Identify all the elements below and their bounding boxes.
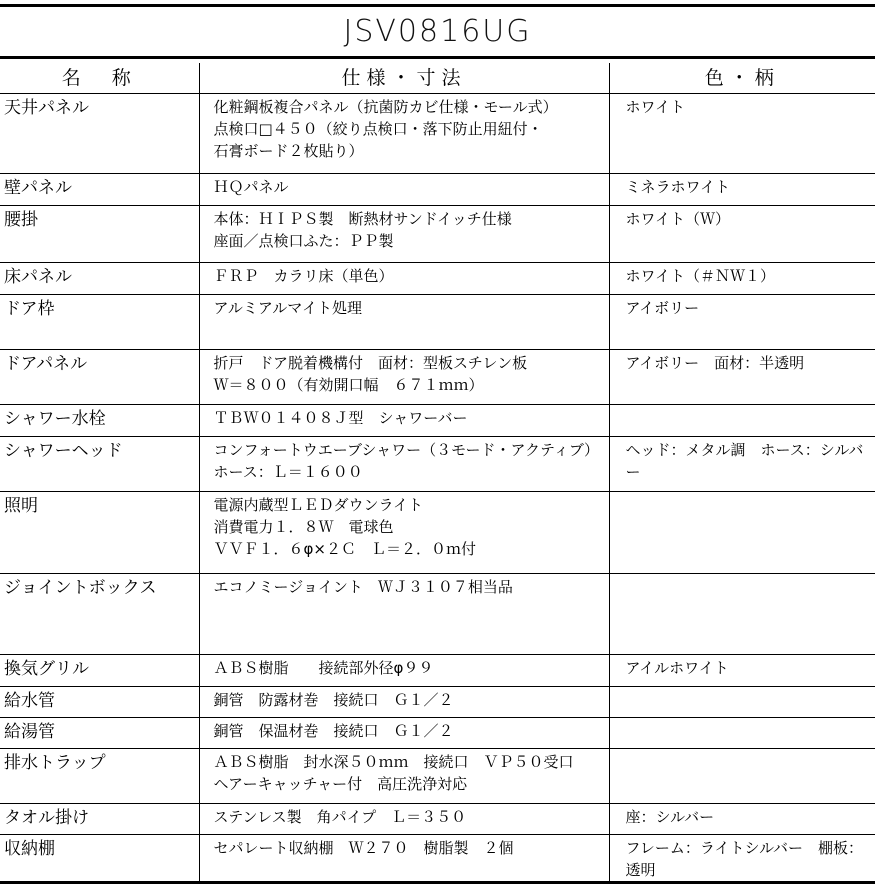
table-row bbox=[0, 206, 875, 263]
item-name: 壁パネル bbox=[0, 174, 199, 206]
spec-line: 点検口□４５０（絞り点検口・落下防止用紐付・ bbox=[213, 120, 543, 138]
item-color bbox=[609, 749, 875, 804]
spec-line: エコノミージョイント ＷＪ３１０７相当品 bbox=[213, 578, 513, 596]
spec-line: ＡＢＳ樹脂 接続部外径φ９９ bbox=[213, 659, 434, 677]
item-spec bbox=[199, 718, 609, 749]
spec-line: 銅管 保温材巻 接続口 Ｇ１／２ bbox=[213, 722, 454, 740]
spec-line: ステンレス製 角パイプ Ｌ＝３５０ bbox=[213, 808, 467, 826]
spec-line: 折戸 ドア脱着機構付 面材：型板スチレン板 bbox=[213, 354, 528, 372]
spec-line: Ｗ＝８００（有効開口幅 ６７１ｍｍ） bbox=[213, 376, 484, 394]
item-color: フレーム：ライトシルバー 棚板：透明 bbox=[609, 835, 875, 883]
header-name: 名 称 bbox=[0, 63, 199, 94]
item-spec bbox=[199, 350, 609, 405]
item-color bbox=[609, 718, 875, 749]
document-title: JSV0816UG bbox=[0, 4, 875, 59]
item-spec bbox=[199, 295, 609, 350]
table-row bbox=[0, 492, 875, 574]
table-row bbox=[0, 574, 875, 655]
spec-line: ＨＱパネル bbox=[213, 178, 289, 196]
spec-line: アルミアルマイト処理 bbox=[213, 299, 363, 317]
item-name: ドアパネル bbox=[0, 350, 199, 405]
item-spec bbox=[199, 174, 609, 206]
spec-line: ＴＢＷ０１４０８Ｊ型 シャワーバー bbox=[213, 409, 468, 427]
spec-line: 電源内蔵型ＬＥＤダウンライト bbox=[213, 496, 424, 514]
table-row bbox=[0, 835, 875, 883]
item-spec bbox=[199, 263, 609, 295]
table-row bbox=[0, 749, 875, 804]
item-spec bbox=[199, 655, 609, 687]
item-color: アイルホワイト bbox=[609, 655, 875, 687]
item-color: ホワイト bbox=[609, 94, 875, 174]
item-name: 天井パネル bbox=[0, 94, 199, 174]
header-spec: 仕様・寸法 bbox=[199, 63, 609, 94]
item-name: 給水管 bbox=[0, 687, 199, 718]
item-color: アイボリー bbox=[609, 295, 875, 350]
table-row bbox=[0, 174, 875, 206]
spec-line: コンフォートウエーブシャワー（３モード・アクティブ） bbox=[213, 441, 600, 459]
item-color: ヘッド：メタル調 ホース：シルバー bbox=[609, 437, 875, 492]
spec-line: ヘアーキャッチャー付 高圧洗浄対応 bbox=[213, 775, 468, 793]
table-row bbox=[0, 295, 875, 350]
spec-line: ＡＢＳ樹脂 封水深５０ｍｍ 接続口 ＶＰ５０受口 bbox=[213, 753, 574, 771]
spec-line: 座面／点検口ふた：ＰＰ製 bbox=[213, 232, 394, 250]
item-name: 給湯管 bbox=[0, 718, 199, 749]
item-color: ミネラホワイト bbox=[609, 174, 875, 206]
spec-line: 化粧鋼板複合パネル（抗菌防カビ仕様・モール式） bbox=[213, 98, 558, 116]
item-spec bbox=[199, 804, 609, 835]
item-name: ジョイントボックス bbox=[0, 574, 199, 655]
spec-line: 消費電力１．８Ｗ 電球色 bbox=[213, 518, 394, 536]
table-row bbox=[0, 263, 875, 295]
item-name: 照明 bbox=[0, 492, 199, 574]
spec-line: ホース：Ｌ＝１６００ bbox=[213, 463, 363, 481]
item-spec bbox=[199, 749, 609, 804]
table-body bbox=[0, 94, 875, 883]
item-color: ホワイト（Ｗ） bbox=[609, 206, 875, 263]
item-name: シャワー水栓 bbox=[0, 405, 199, 437]
item-name: 換気グリル bbox=[0, 655, 199, 687]
table-row bbox=[0, 405, 875, 437]
item-spec bbox=[199, 492, 609, 574]
table-row bbox=[0, 655, 875, 687]
item-name: 収納棚 bbox=[0, 835, 199, 883]
table-row bbox=[0, 350, 875, 405]
spec-line: ＶＶＦ１．６φ×２Ｃ Ｌ＝２．０ｍ付 bbox=[213, 540, 476, 558]
table-row bbox=[0, 437, 875, 492]
item-name: タオル掛け bbox=[0, 804, 199, 835]
item-name: 排水トラップ bbox=[0, 749, 199, 804]
spec-line: 銅管 防露材巻 接続口 Ｇ１／２ bbox=[213, 691, 454, 709]
item-name: ドア枠 bbox=[0, 295, 199, 350]
table-row bbox=[0, 804, 875, 835]
spec-table bbox=[0, 63, 875, 884]
item-name: 床パネル bbox=[0, 263, 199, 295]
item-name: 腰掛 bbox=[0, 206, 199, 263]
spec-line: 本体：ＨＩＰＳ製 断熱材サンドイッチ仕様 bbox=[213, 210, 512, 228]
table-row bbox=[0, 718, 875, 749]
item-color bbox=[609, 574, 875, 655]
spec-line: ＦＲＰ カラリ床（単色） bbox=[213, 267, 394, 285]
item-color bbox=[609, 405, 875, 437]
spec-line: 石膏ボード２枚貼り） bbox=[213, 142, 364, 160]
item-spec bbox=[199, 687, 609, 718]
item-spec bbox=[199, 94, 609, 174]
item-color: 座：シルバー bbox=[609, 804, 875, 835]
item-color: ホワイト（＃ＮＷ１） bbox=[609, 263, 875, 295]
table-row bbox=[0, 94, 875, 174]
item-color bbox=[609, 687, 875, 718]
item-spec bbox=[199, 437, 609, 492]
item-spec bbox=[199, 206, 609, 263]
item-color bbox=[609, 492, 875, 574]
spec-line: セパレート収納棚 Ｗ２７０ 樹脂製 ２個 bbox=[213, 839, 514, 857]
header-color: 色・柄 bbox=[609, 63, 875, 94]
item-spec bbox=[199, 574, 609, 655]
item-name: シャワーヘッド bbox=[0, 437, 199, 492]
table-row bbox=[0, 687, 875, 718]
item-color: アイボリー 面材：半透明 bbox=[609, 350, 875, 405]
item-spec bbox=[199, 405, 609, 437]
item-spec bbox=[199, 835, 609, 883]
table-header-row bbox=[0, 63, 875, 94]
